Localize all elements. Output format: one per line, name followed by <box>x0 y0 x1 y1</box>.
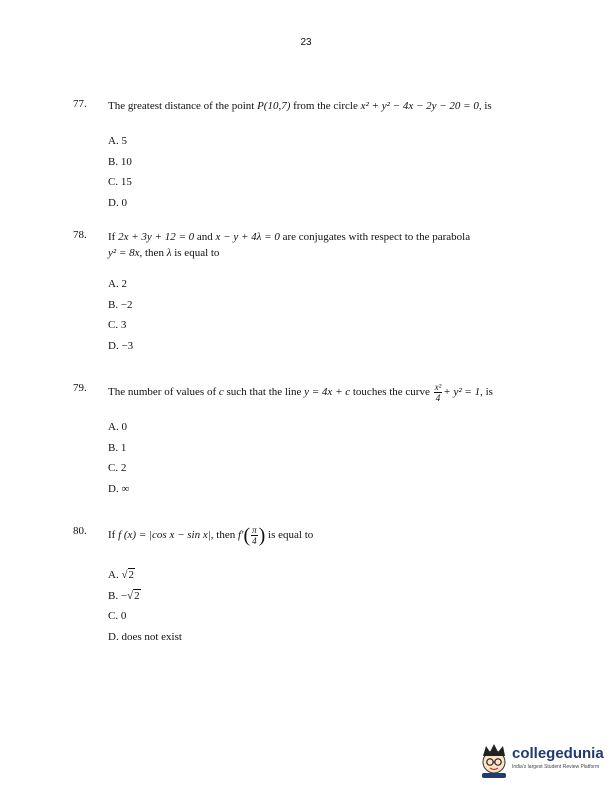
options-list <box>108 568 182 650</box>
square-root: √2 <box>121 569 134 581</box>
parabola-equation: y² = 8x <box>108 247 140 259</box>
fraction-numerator: π <box>252 525 257 535</box>
question-number: 77. <box>73 98 87 110</box>
option-a: A. 0 <box>108 421 127 433</box>
line-equation-1: 2x + 3y + 12 = 0 <box>118 231 195 243</box>
function-definition: f (x) = |cos x − sin x| <box>118 529 211 542</box>
option-prefix: A. <box>108 569 122 581</box>
question-text <box>108 382 544 403</box>
curve-equation-rest: + y² = 1 <box>443 386 481 399</box>
page-number: 23 <box>300 37 312 48</box>
fraction-denominator: 4 <box>435 393 441 403</box>
option-a: A. 2 <box>108 278 127 290</box>
options-list <box>108 277 133 359</box>
square-root: √2 <box>127 589 140 602</box>
fraction <box>251 525 258 546</box>
question-text-part: The number of values of <box>108 386 219 399</box>
option-c: C. 15 <box>108 176 132 188</box>
question-text-part: , then <box>139 247 167 259</box>
option-d: D. ∞ <box>108 482 130 495</box>
line-equation-2: x − y + 4λ = 0 <box>215 231 280 243</box>
question-text-part: , then <box>210 529 238 542</box>
question-text-part: are conjugates with respect to the parabola <box>279 231 471 243</box>
question-text-part: touches the curve <box>350 386 433 399</box>
question-text-part: , is <box>478 100 492 112</box>
brand-name: collegedunia <box>512 745 604 762</box>
line-equation: y = 4x + c <box>304 386 351 399</box>
option-prefix: B. − <box>108 589 128 602</box>
option-d: D. −3 <box>108 339 134 352</box>
option-c: C. 0 <box>108 610 127 622</box>
question-text-part: If <box>108 529 119 542</box>
paren-close: ) <box>258 524 266 547</box>
derivative-symbol: f′ <box>237 529 244 542</box>
brand-tagline: India's largest Student Review Platform <box>512 764 600 770</box>
option-b <box>108 589 182 610</box>
option-c: C. 3 <box>108 319 127 331</box>
option-b: B. −2 <box>108 298 133 311</box>
option-b: B. 1 <box>108 441 127 454</box>
option-d: D. 0 <box>108 196 127 209</box>
question-text <box>108 525 544 546</box>
question-number: 79. <box>73 382 87 394</box>
question-text-part: from the circle <box>290 100 361 112</box>
variable-c: c <box>218 386 224 399</box>
point-expression: P(10,7) <box>257 100 291 112</box>
question-number: 80. <box>73 525 87 537</box>
fraction <box>434 382 443 403</box>
paren-open: ( <box>243 524 251 547</box>
question-text <box>108 98 544 114</box>
question-text-part: and <box>194 231 216 243</box>
lambda-symbol: λ <box>166 247 172 259</box>
question-text-part: , is <box>480 386 493 399</box>
radicand: 2 <box>134 589 140 602</box>
options-list <box>108 134 132 216</box>
question-text <box>108 229 544 261</box>
question-text-part: is equal to <box>265 529 314 542</box>
option-b: B. 10 <box>108 155 132 168</box>
option-d: D. does not exist <box>108 630 182 643</box>
question-text-part: is equal to <box>171 247 220 259</box>
fraction-denominator: 4 <box>252 536 257 546</box>
option-c: C. 2 <box>108 462 127 474</box>
question-text-part: such that the line <box>223 386 305 399</box>
options-list <box>108 420 129 502</box>
option-a: A. 5 <box>108 135 127 147</box>
question-number: 78. <box>73 229 87 241</box>
fraction-numerator: x² <box>434 382 442 392</box>
option-a <box>108 568 182 589</box>
question-text-part: The greatest distance of the point <box>108 100 258 112</box>
question-text-part: If <box>108 231 119 243</box>
circle-equation: x² + y² − 4x − 2y − 20 = 0 <box>360 100 479 112</box>
radicand: 2 <box>128 569 134 581</box>
